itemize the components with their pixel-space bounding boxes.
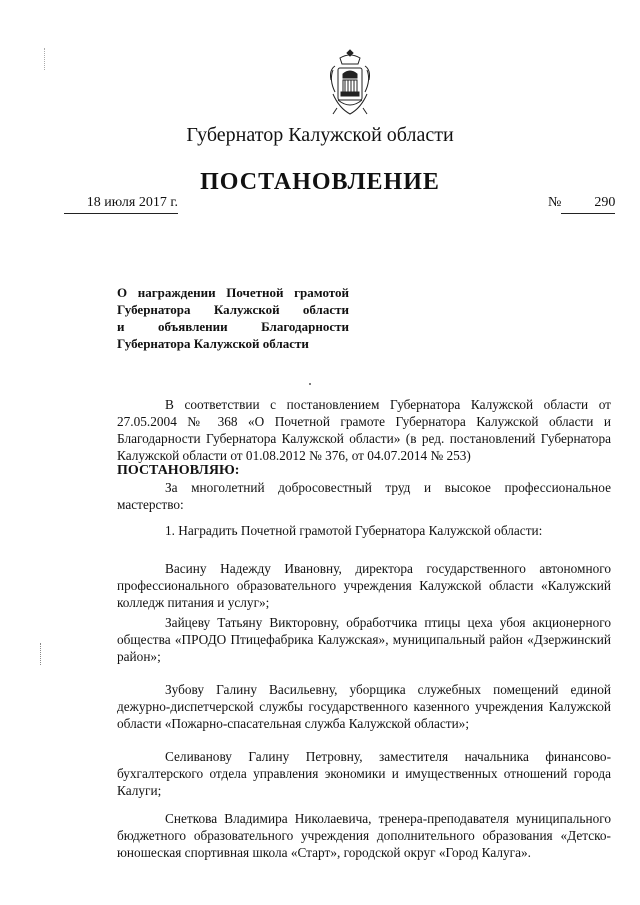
awardee-paragraph xyxy=(117,681,611,732)
item-1-text: 1. Наградить Почетной грамотой Губернатора Калужской области: xyxy=(165,523,543,538)
reason-paragraph xyxy=(117,479,611,513)
document-number: 290 xyxy=(561,195,615,214)
document-number-block xyxy=(548,195,615,214)
awardee-paragraph xyxy=(117,748,611,799)
awardee-text: Селиванову Галину Петровну, заместителя начальника финансово-бухгалтерского отдела управления экономики и имущественных отношений города Калуги; xyxy=(117,749,611,798)
subject-line: и объявлении Благодарности xyxy=(117,319,349,334)
awardee-text: Васину Надежду Ивановну, директора государственного автономного профессионального образовательного учреждения Калужской области «Калужский колледж питания и услуг»; xyxy=(117,561,611,610)
preamble-text: В соответствии с постановлением Губернатора Калужской области от 27.05.2004 № 368 «О Почетной грамоте Губернатора Калужской области и Благодарности Губернатора Калужской области» (в ред. постановлений Губернатора Калужской области от 01.08.2012 № 376, от 04.07.2014 № 253) xyxy=(117,397,611,463)
subject-line: Губернатора Калужской области xyxy=(117,336,309,351)
resolve-heading: ПОСТАНОВЛЯЮ: xyxy=(117,463,240,478)
document-subject xyxy=(117,284,349,352)
scan-margin-mark xyxy=(40,643,42,665)
scan-margin-mark xyxy=(44,48,46,70)
subject-line: О награждении Почетной грамотой xyxy=(117,285,349,300)
awardee-paragraph xyxy=(117,614,611,665)
reason-text: За многолетний добросовестный труд и высокое профессиональное мастерство: xyxy=(117,480,611,512)
awardee-paragraph xyxy=(117,560,611,611)
awardee-text: Снеткова Владимира Николаевича, тренера-преподавателя муниципального бюджетного образовательного учреждения дополнительного образования «Детско-юношеская спортивная школа «Старт», городской округ «Город Калуга». xyxy=(117,811,611,860)
awardee-text: Зубову Галину Васильевну, уборщика служебных помещений единой дежурно-диспетчерской службы государственного казенного учреждения Калужской области «Пожарно-спасательная служба Калужской области»; xyxy=(117,682,611,731)
document-date: 18 июля 2017 г. xyxy=(64,195,178,214)
awardee-paragraph xyxy=(117,810,611,861)
awardee-text: Зайцеву Татьяну Викторовну, обработчика птицы цеха убоя акционерного общества «ПРОДО Птицефабрика Калужская», муниципальный район «Дзержинский район»; xyxy=(117,615,611,664)
item-1-paragraph xyxy=(117,522,611,539)
coat-of-arms-emblem xyxy=(327,48,373,118)
issuer-title: Губернатор Калужской области xyxy=(186,124,454,146)
number-label: № xyxy=(548,195,562,210)
preamble-paragraph xyxy=(117,396,611,464)
document-type-title: ПОСТАНОВЛЕНИЕ xyxy=(200,169,440,195)
subject-line: Губернатора Калужской области xyxy=(117,302,349,317)
scan-speck xyxy=(309,383,311,385)
